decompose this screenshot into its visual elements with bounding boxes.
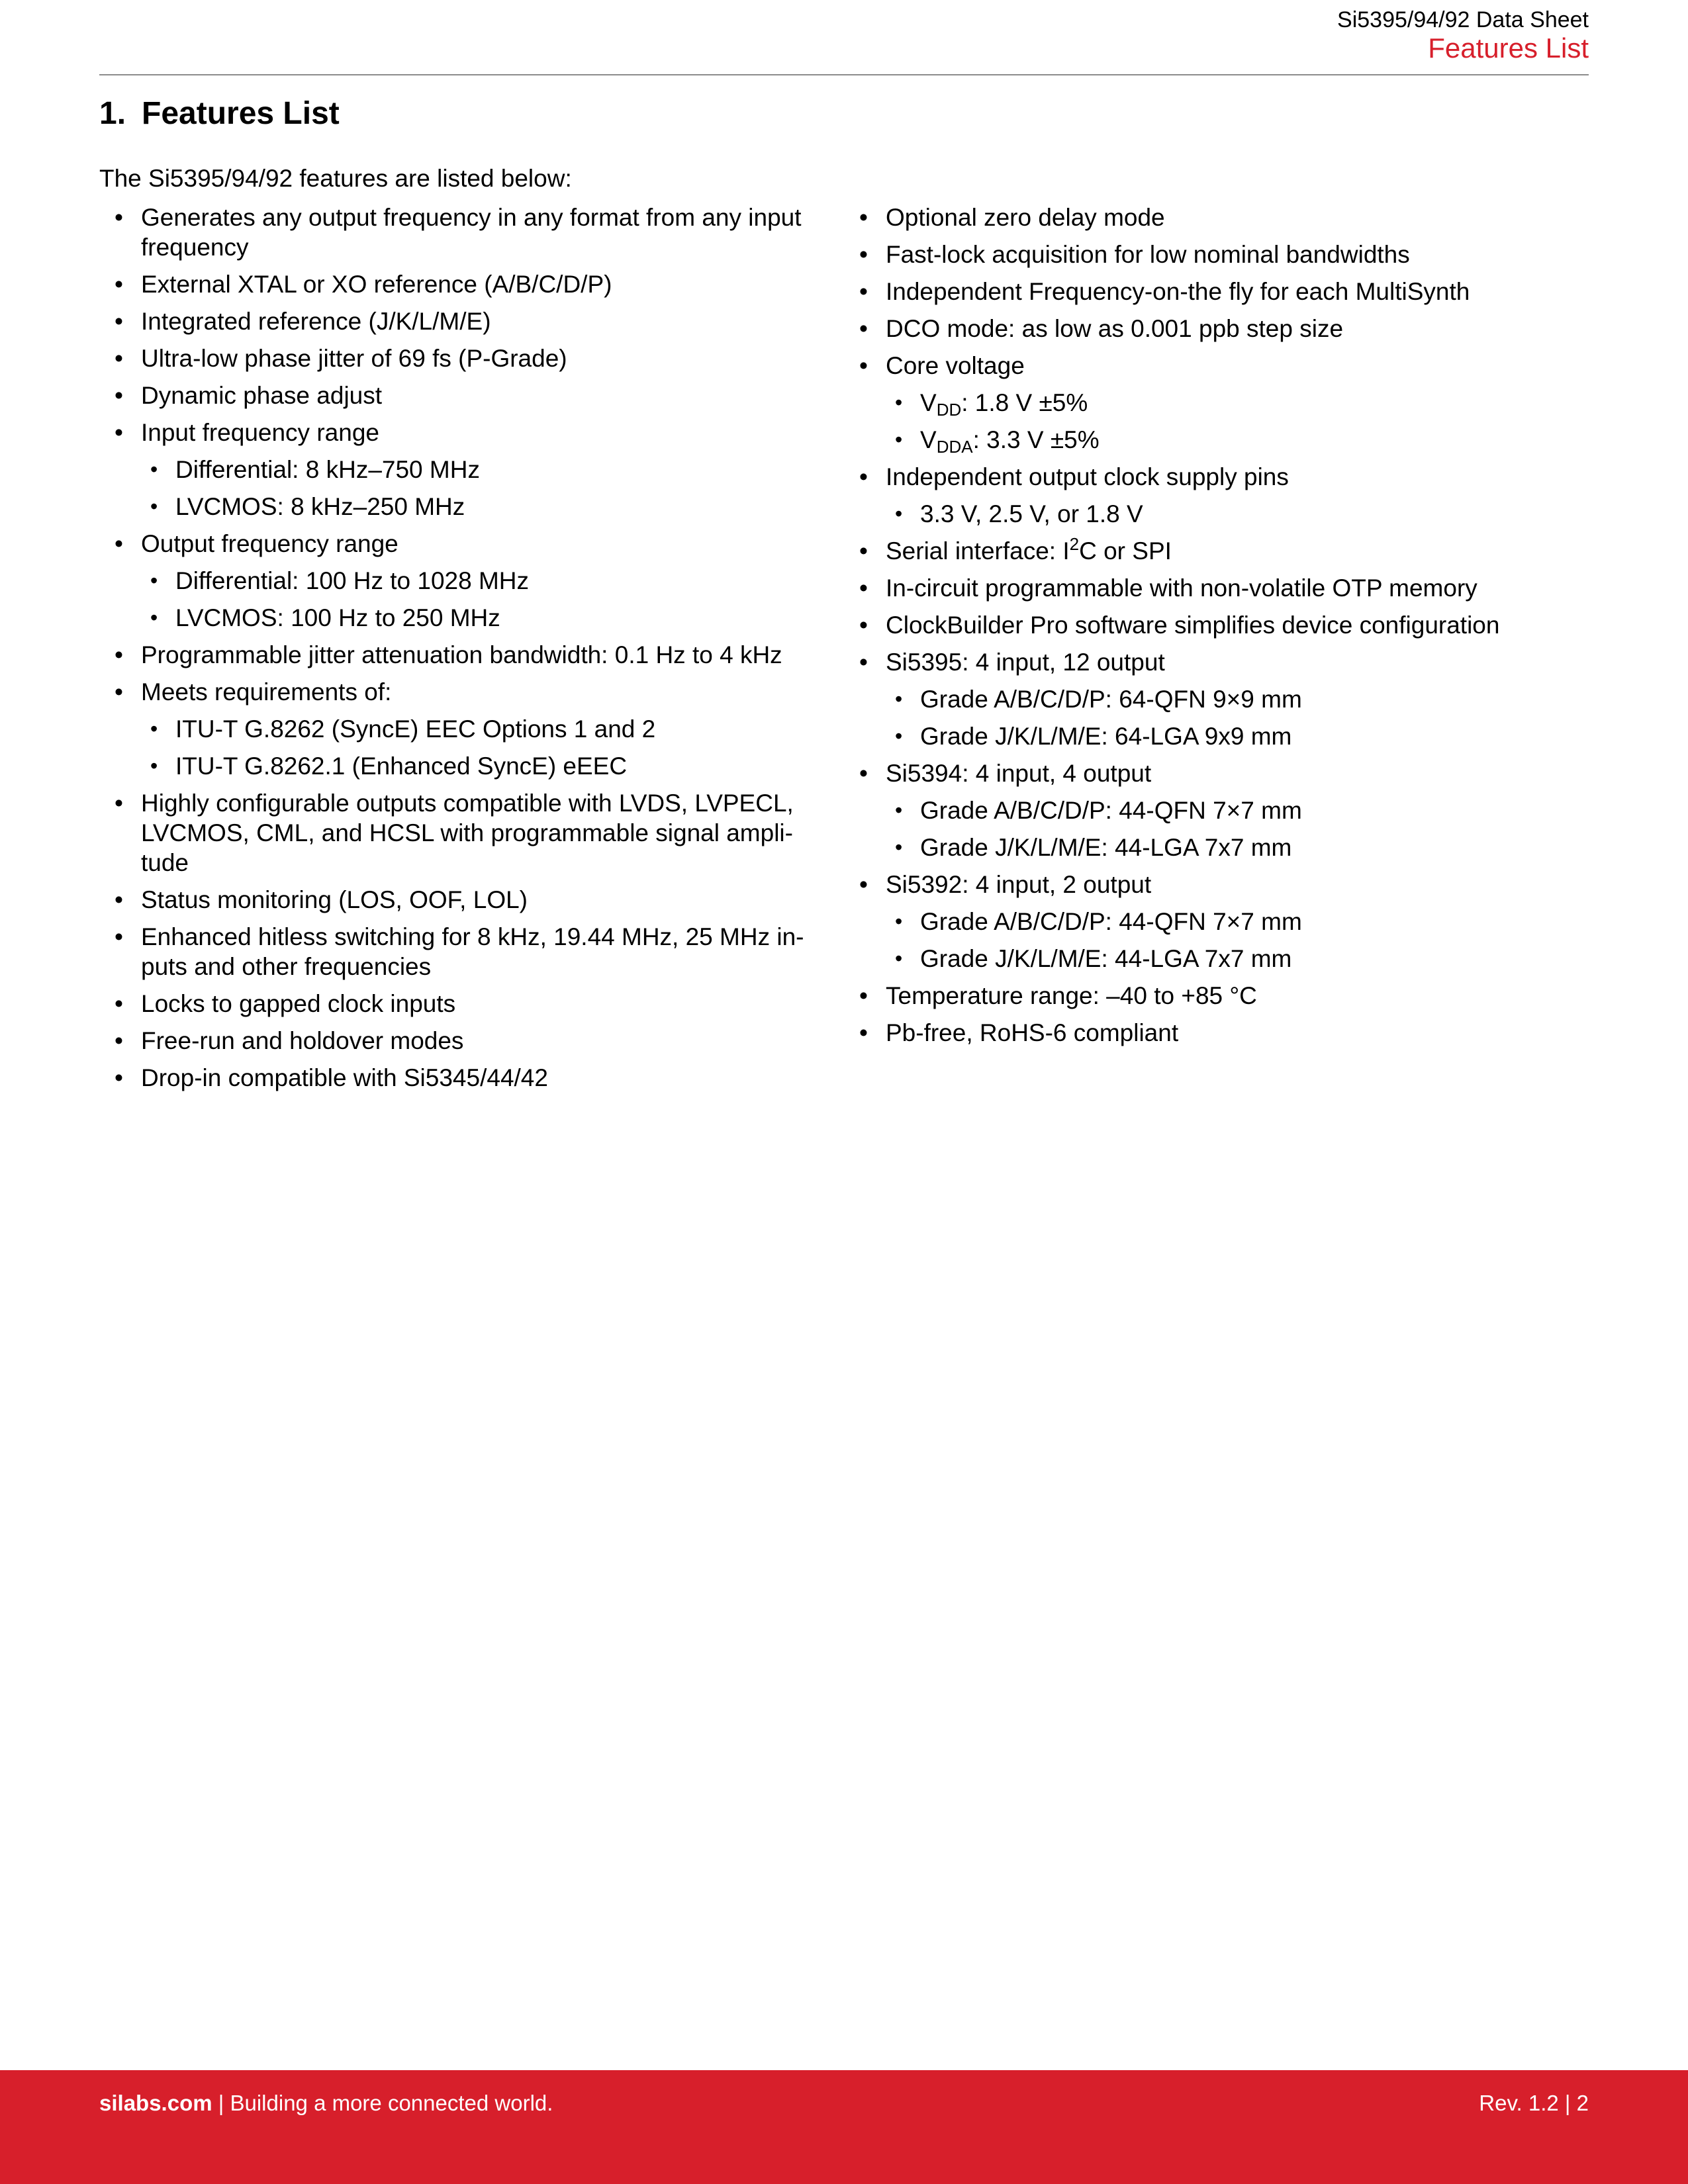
item-text: Si5392: 4 input, 2 output (886, 871, 1152, 898)
page-footer (0, 2070, 1688, 2184)
bullet: • (115, 886, 123, 913)
sub-list (141, 714, 824, 781)
sub-item-text: 3.3 V, 2.5 V, or 1.8 V (920, 500, 1143, 527)
list-item (99, 640, 824, 670)
list-item (844, 240, 1592, 269)
sub-list-item (886, 684, 1592, 714)
item-text: Integrated reference (J/K/L/M/E) (141, 308, 491, 335)
sub-item-text: LVCMOS: 100 Hz to 250 MHz (175, 604, 500, 631)
bullet: • (859, 760, 868, 787)
item-text: ClockBuilder Pro software simplifies device configuration (886, 612, 1500, 639)
sub-list (886, 388, 1592, 455)
sub-bullet: • (895, 502, 903, 525)
item-text: Optional zero delay mode (886, 204, 1165, 231)
item-text: Highly configurable outputs compatible with LVDS, LVPECL, LVCMOS, CML, and HCSL with programmable signal ampli-tude (141, 790, 794, 876)
item-text: Si5394: 4 input, 4 output (886, 760, 1152, 787)
bullet: • (859, 352, 868, 379)
header-section-title: Features List (1428, 32, 1589, 64)
vdda-value: : 3.3 V ±5% (972, 426, 1100, 453)
sub-bullet: • (895, 724, 903, 748)
list-item (844, 277, 1592, 306)
serial-superscript: 2 (1069, 534, 1080, 554)
sub-list-item (886, 721, 1592, 751)
sub-list (886, 684, 1592, 751)
sub-bullet: • (895, 428, 903, 451)
sub-item-text: ITU-T G.8262 (SyncE) EEC Options 1 and 2 (175, 715, 656, 743)
sub-bullet: • (895, 946, 903, 970)
list-item (844, 351, 1592, 455)
list-item (844, 1018, 1592, 1048)
header-divider (99, 74, 1589, 75)
sub-list-item (886, 833, 1592, 862)
section-number: 1. (99, 96, 126, 131)
serial-prefix: Serial interface: I (886, 537, 1070, 565)
footer-revision-page: Rev. 1.2 | 2 (1479, 2091, 1589, 2115)
sub-item-text: LVCMOS: 8 kHz–250 MHz (175, 493, 465, 520)
bullet: • (859, 574, 868, 602)
sub-item-text (920, 426, 1100, 457)
bullet: • (859, 612, 868, 639)
sub-bullet: • (895, 687, 903, 711)
vdda-subscript: DDA (936, 437, 973, 457)
sub-item-text (920, 389, 1088, 420)
bullet: • (859, 982, 868, 1009)
list-item (844, 647, 1592, 751)
bullet: • (859, 871, 868, 898)
bullet: • (115, 308, 123, 335)
list-item (99, 343, 824, 373)
sub-list-item (141, 566, 824, 596)
footer-left (99, 2090, 553, 2116)
bullet: • (115, 923, 123, 950)
list-item (99, 306, 824, 336)
bullet: • (115, 990, 123, 1017)
sub-bullet: • (150, 754, 158, 778)
list-item (844, 758, 1592, 862)
vdd-value: : 1.8 V ±5% (961, 389, 1088, 416)
sub-bullet: • (895, 835, 903, 859)
sub-list (886, 796, 1592, 862)
sub-bullet: • (150, 457, 158, 481)
sub-list-item (886, 796, 1592, 825)
bullet: • (859, 649, 868, 676)
footer-site-link[interactable]: silabs.com (99, 2091, 212, 2115)
item-text: Ultra-low phase jitter of 69 fs (P-Grade) (141, 345, 567, 372)
bullet: • (115, 345, 123, 372)
item-text: Locks to gapped clock inputs (141, 990, 456, 1017)
list-item (99, 381, 824, 410)
sub-bullet: • (895, 798, 903, 822)
item-text: Enhanced hitless switching for 8 kHz, 19.44 MHz, 25 MHz in-puts and other frequencies (141, 923, 804, 980)
feature-list-right (844, 203, 1592, 1055)
bullet: • (859, 278, 868, 305)
list-item (99, 1026, 824, 1056)
item-text: Drop-in compatible with Si5345/44/42 (141, 1064, 548, 1091)
item-text: Pb-free, RoHS-6 compliant (886, 1019, 1179, 1046)
sub-bullet: • (150, 569, 158, 592)
bullet: • (115, 641, 123, 668)
bullet: • (115, 419, 123, 446)
feature-list-left (99, 203, 824, 1100)
sub-item-text: Grade A/B/C/D/P: 44-QFN 7×7 mm (920, 797, 1302, 824)
sub-item-text: Grade J/K/L/M/E: 64-LGA 9x9 mm (920, 723, 1292, 750)
sub-list-item (886, 499, 1592, 529)
sub-item-text: Differential: 100 Hz to 1028 MHz (175, 567, 530, 594)
list-item (99, 1063, 824, 1093)
bullet: • (115, 1027, 123, 1054)
sub-list (141, 455, 824, 522)
sub-item-text: Grade J/K/L/M/E: 44-LGA 7x7 mm (920, 945, 1292, 972)
item-text: DCO mode: as low as 0.001 ppb step size (886, 315, 1344, 342)
sub-bullet: • (150, 494, 158, 518)
sub-item-text: Differential: 8 kHz–750 MHz (175, 456, 480, 483)
item-text: Status monitoring (LOS, OOF, LOL) (141, 886, 528, 913)
bullet: • (115, 530, 123, 557)
list-item (99, 922, 824, 981)
sub-list-item (141, 603, 824, 633)
list-item (99, 529, 824, 633)
vdd-subscript: DD (936, 400, 962, 420)
sub-item-text: Grade A/B/C/D/P: 44-QFN 7×7 mm (920, 908, 1302, 935)
item-text: Free-run and holdover modes (141, 1027, 464, 1054)
sub-list-item (886, 425, 1592, 455)
footer-tagline: | Building a more connected world. (212, 2091, 553, 2115)
sub-list-item (886, 944, 1592, 974)
sub-list-item (886, 907, 1592, 936)
item-text: External XTAL or XO reference (A/B/C/D/P) (141, 271, 612, 298)
vdd-prefix: V (920, 389, 937, 416)
sub-list-item (141, 714, 824, 744)
bullet: • (859, 1019, 868, 1046)
list-item (844, 610, 1592, 640)
item-text: Core voltage (886, 352, 1025, 379)
sub-list-item (141, 455, 824, 484)
sub-list-item (141, 492, 824, 522)
bullet: • (115, 271, 123, 298)
intro-text: The Si5395/94/92 features are listed below: (99, 165, 572, 192)
bullet: • (115, 204, 123, 231)
item-text: Dynamic phase adjust (141, 382, 383, 409)
sub-bullet: • (895, 390, 903, 414)
item-text: Programmable jitter attenuation bandwidth: 0.1 Hz to 4 kHz (141, 641, 782, 668)
bullet: • (115, 382, 123, 409)
sub-list-item (886, 388, 1592, 418)
item-text: In-circuit programmable with non-volatile OTP memory (886, 574, 1477, 602)
list-item (844, 536, 1592, 566)
sub-list (141, 566, 824, 633)
list-item (99, 418, 824, 522)
list-item (99, 989, 824, 1019)
sub-item-text: Grade A/B/C/D/P: 64-QFN 9×9 mm (920, 686, 1302, 713)
sub-bullet: • (150, 717, 158, 741)
item-text: Fast-lock acquisition for low nominal bandwidths (886, 241, 1410, 268)
list-item (844, 573, 1592, 603)
bullet: • (859, 241, 868, 268)
item-text: Generates any output frequency in any format from any input frequency (141, 204, 802, 261)
sub-list (886, 499, 1592, 529)
vdda-prefix: V (920, 426, 937, 453)
section-heading (99, 94, 340, 134)
item-text: Meets requirements of: (141, 678, 392, 705)
item-text: Temperature range: –40 to +85 °C (886, 982, 1257, 1009)
item-text: Independent Frequency-on-the fly for each MultiSynth (886, 278, 1470, 305)
bullet: • (115, 678, 123, 705)
sub-list (886, 907, 1592, 974)
bullet: • (859, 463, 868, 490)
item-text: Si5395: 4 input, 12 output (886, 649, 1165, 676)
bullet: • (115, 790, 123, 817)
bullet: • (859, 204, 868, 231)
list-item (99, 203, 824, 262)
item-text: Independent output clock supply pins (886, 463, 1289, 490)
list-item (844, 462, 1592, 529)
sub-list-item (141, 751, 824, 781)
list-item (99, 269, 824, 299)
list-item (844, 870, 1592, 974)
list-item (844, 203, 1592, 232)
list-item (844, 314, 1592, 343)
list-item (99, 788, 824, 878)
bullet: • (859, 315, 868, 342)
sub-item-text: Grade J/K/L/M/E: 44-LGA 7x7 mm (920, 834, 1292, 861)
sub-bullet: • (150, 606, 158, 629)
section-title: Features List (142, 96, 340, 131)
list-item (99, 885, 824, 915)
item-text (886, 534, 1172, 565)
bullet: • (115, 1064, 123, 1091)
list-item (844, 981, 1592, 1011)
serial-suffix: C or SPI (1079, 537, 1172, 565)
sub-item-text: ITU-T G.8262.1 (Enhanced SyncE) eEEC (175, 752, 628, 780)
item-text: Output frequency range (141, 530, 399, 557)
sub-bullet: • (895, 909, 903, 933)
header-doc-title: Si5395/94/92 Data Sheet (1337, 7, 1589, 32)
list-item (99, 677, 824, 781)
bullet: • (859, 537, 868, 565)
item-text: Input frequency range (141, 419, 379, 446)
